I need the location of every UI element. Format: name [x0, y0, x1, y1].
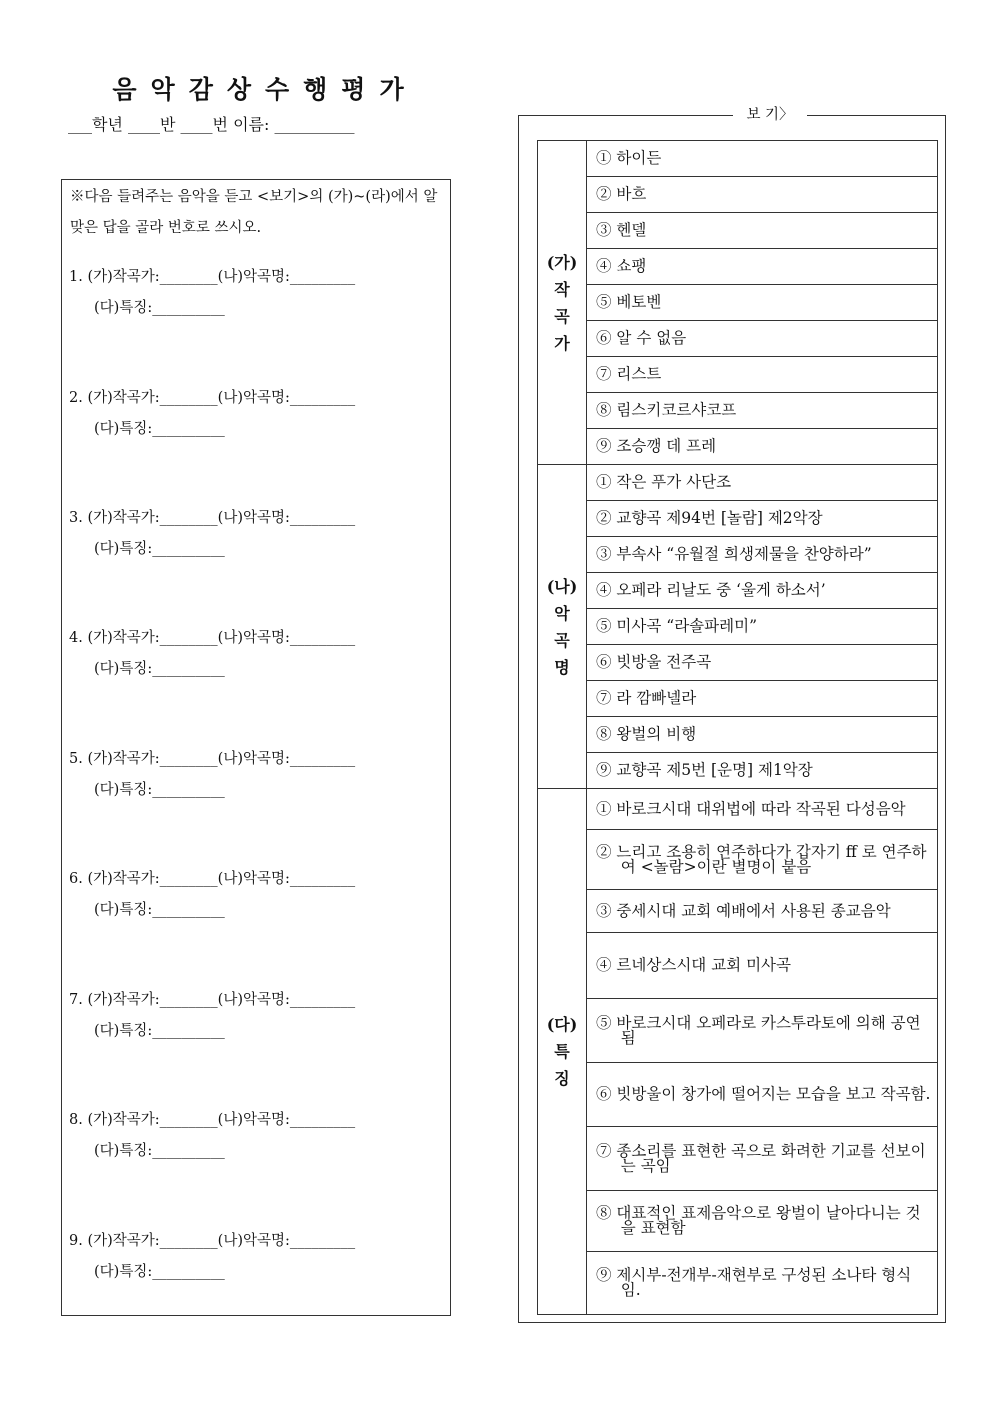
- question-answer-line[interactable]: 2. (가)작곡가:________(나)악곡명:_________: [69, 390, 356, 406]
- page-title: 음악감상수행평가: [112, 75, 418, 104]
- bogi-option-text: ⑨ 조승깽 데 프레: [596, 437, 717, 455]
- bogi-composer-row: [538, 213, 938, 249]
- question-feature-line[interactable]: (다)특징:__________: [94, 1023, 225, 1039]
- question-answer-line[interactable]: 3. (가)작곡가:________(나)악곡명:_________: [69, 510, 356, 526]
- category-label-char: 곡: [554, 306, 570, 326]
- bogi-option-text: ⑤ 바로크시대 오페라로 카스투라토에 의해 공연됨: [596, 1013, 921, 1047]
- bogi-option-cell: [587, 357, 938, 393]
- bogi-option-text: ⑨ 교향곡 제5번 [운명] 제1악장: [596, 761, 813, 779]
- bogi-option-cell: [587, 465, 938, 501]
- bogi-composer-row: [538, 249, 938, 285]
- category-label-char: (가): [546, 252, 578, 272]
- bogi-composer-category: [538, 141, 587, 465]
- bogi-option-cell: [587, 573, 938, 609]
- bogi-option-text: ③ 헨델: [596, 221, 647, 239]
- bogi-composer-row: [538, 285, 938, 321]
- bogi-option-cell: [587, 393, 938, 429]
- bogi-feature-row: [538, 1063, 938, 1127]
- bogi-option-cell: [587, 285, 938, 321]
- category-label-char: 작: [554, 279, 570, 299]
- bogi-option-text: ③ 중세시대 교회 예배에서 사용된 종교음악: [596, 901, 891, 920]
- question-answer-line[interactable]: 7. (가)작곡가:________(나)악곡명:_________: [69, 992, 356, 1008]
- question-panel: [61, 179, 451, 1316]
- bogi-feature-category: [538, 789, 587, 1315]
- bogi-option-cell: [587, 1191, 938, 1252]
- bogi-option-cell: [587, 213, 938, 249]
- bogi-piece-category: [538, 465, 587, 789]
- bogi-option-text: ③ 부속사 “유월절 희생제물을 찬양하라”: [596, 545, 872, 563]
- question-feature-line[interactable]: (다)특징:__________: [94, 782, 225, 798]
- bogi-piece-row: [538, 753, 938, 789]
- category-label-char: (나): [546, 576, 578, 596]
- bogi-options-table: [537, 140, 938, 1315]
- bogi-piece-row: [538, 717, 938, 753]
- category-label-char: 곡: [554, 630, 570, 650]
- bogi-option-text: ⑤ 베토벤: [596, 293, 662, 311]
- question-feature-line[interactable]: (다)특징:__________: [94, 421, 225, 437]
- bogi-option-text: ⑥ 빗방울이 창가에 떨어지는 모습을 보고 작곡함.: [596, 1085, 931, 1103]
- bogi-option-cell: [587, 1127, 938, 1191]
- student-info-line: ___학년 ____반 ____번 이름: __________: [68, 115, 355, 134]
- bogi-option-text: ① 하이든: [596, 149, 662, 167]
- bogi-option-text: ① 바로크시대 대위법에 따라 작곡된 다성음악: [596, 799, 906, 818]
- bogi-option-text: ② 바흐: [596, 185, 647, 203]
- bogi-option-cell: [587, 1252, 938, 1315]
- question-feature-line[interactable]: (다)특징:__________: [94, 902, 225, 918]
- question-item: [69, 985, 355, 1047]
- bogi-option-text: ⑥ 빗방울 전주곡: [596, 653, 712, 671]
- bogi-option-text: ⑥ 알 수 없음: [596, 329, 687, 347]
- bogi-option-text: ⑨ 제시부-전개부-재현부로 구성된 소나타 형식임.: [596, 1266, 912, 1299]
- bogi-option-text: ① 작은 푸가 사단조: [596, 473, 732, 491]
- question-feature-line[interactable]: (다)특징:__________: [94, 300, 225, 316]
- bogi-title: 보 기〉: [733, 105, 807, 125]
- bogi-piece-row: [538, 537, 938, 573]
- bogi-feature-row: [538, 1127, 938, 1191]
- bogi-option-text: ④ 쇼팽: [596, 257, 647, 275]
- bogi-option-text: ⑧ 왕벌의 비행: [596, 725, 697, 743]
- bogi-piece-row: [538, 501, 938, 537]
- bogi-option-text: ④ 오페라 리날도 중 ‘울게 하소서’: [596, 581, 826, 599]
- category-label-char: 징: [554, 1069, 570, 1088]
- bogi-feature-row: [538, 789, 938, 830]
- category-label-char: 명: [554, 657, 570, 677]
- bogi-composer-row: [538, 141, 938, 177]
- bogi-option-text: ⑤ 미사곡 “라솔파레미”: [596, 617, 757, 635]
- bogi-option-text: ⑦ 종소리를 표현한 곡으로 화려한 기교를 선보이는 곡임: [596, 1141, 926, 1175]
- bogi-feature-row: [538, 1191, 938, 1252]
- category-label-char: 특: [554, 1042, 570, 1061]
- bogi-feature-row: [538, 1252, 938, 1315]
- question-item: [69, 744, 355, 806]
- category-label-char: 가: [554, 333, 570, 353]
- question-item: [69, 1105, 355, 1167]
- bogi-option-cell: [587, 681, 938, 717]
- bogi-piece-row: [538, 681, 938, 717]
- instruction-text: ※다음 들려주는 음악을 듣고 <보기>의 (가)~(라)에서 알맞은 답을 골라 번호로 쓰시오.: [70, 189, 438, 236]
- bogi-option-cell: [587, 609, 938, 645]
- bogi-option-cell: [587, 717, 938, 753]
- question-item: [69, 503, 355, 565]
- question-item: [69, 262, 355, 324]
- bogi-option-cell: [587, 933, 938, 999]
- bogi-feature-row: [538, 933, 938, 999]
- bogi-option-cell: [587, 501, 938, 537]
- bogi-option-cell: [587, 177, 938, 213]
- bogi-piece-row: [538, 573, 938, 609]
- bogi-option-text: ④ 르네상스시대 교회 미사곡: [596, 956, 791, 974]
- bogi-composer-row: [538, 429, 938, 465]
- bogi-option-cell: [587, 645, 938, 681]
- bogi-option-text: ⑦ 리스트: [596, 365, 662, 383]
- bogi-option-text: ⑧ 대표적인 표제음악으로 왕벌이 날아다니는 것을 표현함: [596, 1204, 921, 1237]
- bogi-option-cell: [587, 830, 938, 890]
- bogi-composer-row: [538, 393, 938, 429]
- bogi-piece-row: [538, 465, 938, 501]
- bogi-option-text: ② 교향곡 제94번 [놀람] 제2악장: [596, 509, 823, 527]
- bogi-option-text: ⑦ 라 깜빠넬라: [596, 689, 697, 707]
- bogi-feature-row: [538, 890, 938, 933]
- bogi-feature-row: [538, 830, 938, 890]
- bogi-option-text: ② 느리고 조용히 연주하다가 갑자기 ff 로 연주하여 <놀람>이란 별명이 붙음: [596, 842, 927, 876]
- bogi-option-cell: [587, 429, 938, 465]
- question-item: [69, 383, 355, 445]
- bogi-composer-row: [538, 321, 938, 357]
- question-feature-line[interactable]: (다)특징:__________: [94, 541, 225, 557]
- bogi-composer-row: [538, 357, 938, 393]
- bogi-option-cell: [587, 141, 938, 177]
- bogi-option-cell: [587, 999, 938, 1063]
- question-item: [69, 864, 355, 926]
- bogi-option-cell: [587, 789, 938, 830]
- question-answer-line[interactable]: 6. (가)작곡가:________(나)악곡명:_________: [69, 871, 356, 887]
- question-feature-line[interactable]: (다)특징:__________: [94, 1264, 225, 1280]
- bogi-option-cell: [587, 890, 938, 933]
- bogi-option-text: ⑧ 림스키코르샤코프: [596, 401, 737, 419]
- question-feature-line[interactable]: (다)특징:__________: [94, 661, 225, 677]
- question-feature-line[interactable]: (다)특징:__________: [94, 1143, 225, 1159]
- question-answer-line[interactable]: 1. (가)작곡가:________(나)악곡명:_________: [69, 269, 356, 285]
- bogi-option-cell: [587, 321, 938, 357]
- bogi-option-cell: [587, 1063, 938, 1127]
- question-answer-line[interactable]: 8. (가)작곡가:________(나)악곡명:_________: [69, 1112, 356, 1128]
- question-answer-line[interactable]: 5. (가)작곡가:________(나)악곡명:_________: [69, 751, 356, 767]
- category-label-char: 악: [554, 603, 570, 623]
- bogi-option-cell: [587, 249, 938, 285]
- bogi-option-cell: [587, 753, 938, 789]
- bogi-piece-row: [538, 609, 938, 645]
- bogi-feature-row: [538, 999, 938, 1063]
- bogi-option-cell: [587, 537, 938, 573]
- bogi-piece-row: [538, 645, 938, 681]
- question-item: [69, 623, 355, 685]
- bogi-composer-row: [538, 177, 938, 213]
- question-item: [69, 1226, 355, 1288]
- question-answer-line[interactable]: 9. (가)작곡가:________(나)악곡명:_________: [69, 1233, 356, 1249]
- category-label-char: (다): [546, 1015, 578, 1034]
- question-answer-line[interactable]: 4. (가)작곡가:________(나)악곡명:_________: [69, 630, 356, 646]
